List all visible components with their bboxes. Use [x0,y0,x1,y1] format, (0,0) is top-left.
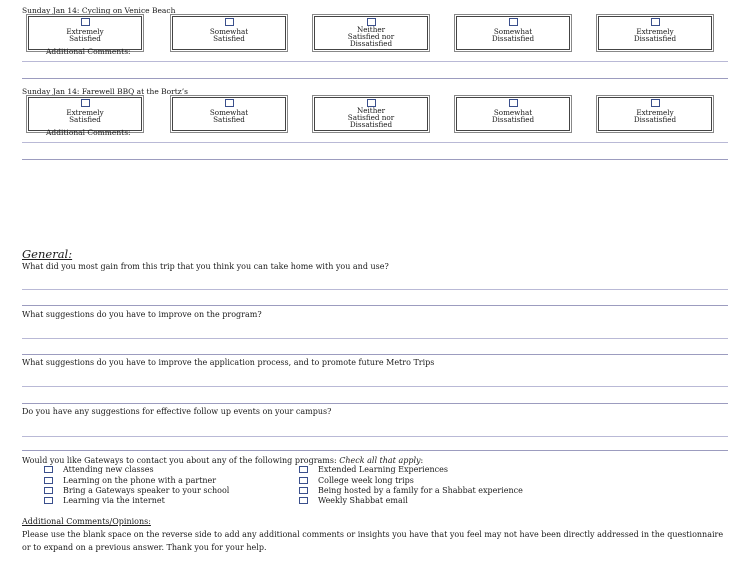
rating-scale [28,16,728,50]
checkbox[interactable] [509,99,518,107]
checkbox[interactable] [651,99,660,107]
option-label-line: Somewhat [493,27,533,36]
additional-comments-text: Please use the blank space on the reverse side to add any additional comments or insights you have that you feel may not have been directly addressed in the questionnaire or to expand on a previous answer. Thank you for your help. [22,530,724,552]
checkbox[interactable] [44,466,53,473]
rating-option[interactable] [456,16,570,50]
option-label-line: Dissatisfied [491,34,535,44]
rating-option[interactable] [172,97,286,131]
checkbox[interactable] [651,18,660,26]
program-label: Bring a Gateways speaker to your school [63,486,230,495]
program-option[interactable] [299,476,414,485]
program-option[interactable] [299,486,523,495]
answer-line[interactable] [22,436,728,437]
program-option[interactable] [299,465,448,474]
option-label-line: Satisfied [213,115,245,125]
option-label-line: Extremely [66,108,104,117]
option-label-line: Satisfied nor [347,113,395,123]
rating-option[interactable] [456,97,570,131]
program-label: Attending new classes [63,465,154,474]
event-title: Sunday Jan 14: Cycling on Venice Beach [22,6,176,15]
program-option[interactable] [44,496,165,505]
option-label-line: Somewhat [209,27,249,36]
option-label-line: Neither [356,25,386,34]
option-label-line: Satisfied nor [347,32,395,42]
option-label-line: Extremely [636,27,674,36]
divider [22,354,728,355]
program-option[interactable] [44,486,229,495]
checkbox[interactable] [44,477,53,484]
divider [22,78,728,79]
rating-option[interactable] [314,97,428,131]
divider [22,450,728,451]
checkbox[interactable] [44,497,53,504]
program-label: College week long trips [318,476,414,485]
program-option[interactable] [299,496,408,505]
checkbox[interactable] [299,466,308,473]
rating-option[interactable] [28,16,142,50]
program-label: Extended Learning Experiences [318,465,448,474]
comments-label: Additional Comments: [46,47,131,56]
option-label-line: Extremely [66,27,104,36]
checkbox[interactable] [509,18,518,26]
checkbox[interactable] [225,18,234,26]
checkbox[interactable] [81,99,90,107]
checkbox[interactable] [299,477,308,484]
option-label-line: Satisfied [69,115,101,125]
option-label-line: Extremely [636,108,674,117]
question-text: Do you have any suggestions for effective follow up events on your campus? [22,407,332,416]
divider [22,159,728,160]
comments-label: Additional Comments: [46,128,131,137]
divider [22,403,728,404]
option-label-line: Dissatisfied [349,120,393,130]
checkbox[interactable] [81,18,90,26]
option-label-line: Somewhat [493,108,533,117]
program-option[interactable] [44,476,216,485]
answer-line[interactable] [22,289,728,290]
option-label-line: Dissatisfied [491,115,535,125]
rating-option[interactable] [314,16,428,50]
program-label: Learning on the phone with a partner [63,476,217,485]
comment-line[interactable] [22,142,728,143]
answer-line[interactable] [22,386,728,387]
answer-line[interactable] [22,338,728,339]
event-title: Sunday Jan 14: Farewell BBQ at the Bortz’s [22,87,188,96]
section-heading: General: [22,247,73,261]
checkbox[interactable] [299,487,308,494]
programs-instruction: Check all that apply [339,456,421,465]
question-text: What did you most gain from this trip that you think you can take home with you and use? [22,262,389,271]
program-label: Weekly Shabbat email [318,496,408,505]
checkbox[interactable] [225,99,234,107]
rating-option[interactable] [28,97,142,131]
rating-option[interactable] [598,16,712,50]
question-text: What suggestions do you have to improve on the program? [22,310,262,319]
option-label-line: Neither [356,106,386,115]
rating-option[interactable] [172,16,286,50]
rating-option[interactable] [598,97,712,131]
option-label-line: Somewhat [209,108,249,117]
programs-question [22,456,423,465]
comment-line[interactable] [22,61,728,62]
option-label-line: Satisfied [213,34,245,44]
question-text: What suggestions do you have to improve the application process, and to promote future Metro Trips [22,358,435,367]
program-option[interactable] [44,465,154,474]
programs-question-text: Would you like Gateways to contact you about any of the following programs: [22,456,337,465]
programs-instruction-suffix: : [420,456,424,465]
program-label: Learning via the internet [63,496,165,505]
checkbox[interactable] [299,497,308,504]
option-label-line: Dissatisfied [633,115,677,125]
option-label-line: Dissatisfied [633,34,677,44]
option-label-line: Dissatisfied [349,39,393,49]
option-label-line: Satisfied [69,34,101,44]
rating-scale [28,97,728,131]
divider [22,305,728,306]
checkbox[interactable] [44,487,53,494]
program-label: Being hosted by a family for a Shabbat experience [318,486,523,495]
additional-comments-heading: Additional Comments/Opinions: [22,517,151,526]
